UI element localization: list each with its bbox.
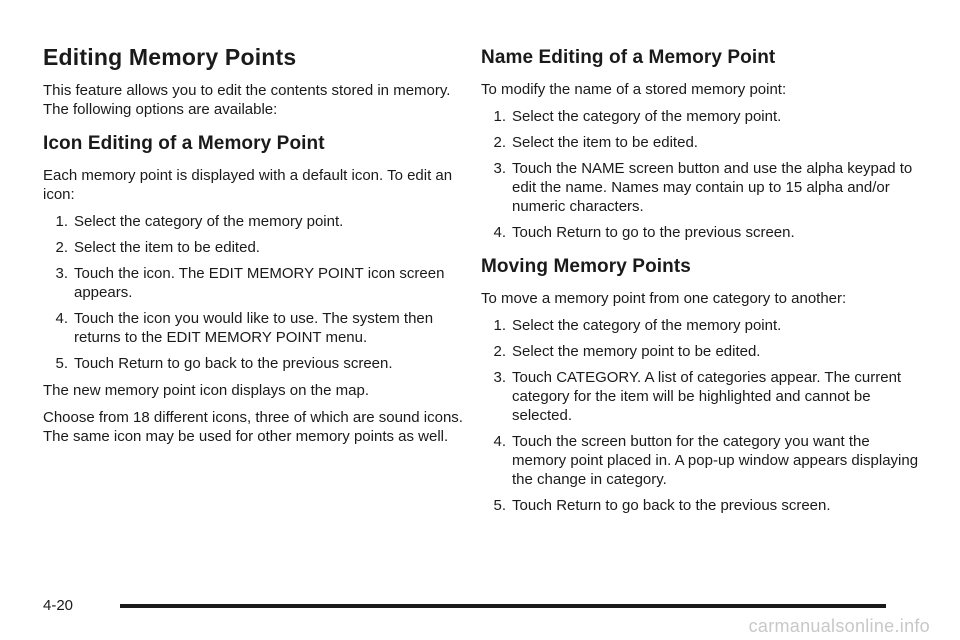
list-item (481, 133, 921, 152)
page-title: Editing Memory Points (43, 44, 297, 70)
step-text: Touch Return to go back to the previous screen. (74, 355, 393, 372)
moving-points-steps (481, 316, 921, 515)
step-number: 2. (55, 239, 68, 256)
icon-note-map: The new memory point icon displays on the map. (43, 382, 369, 399)
list-item (43, 264, 463, 302)
name-editing-steps (481, 107, 921, 242)
list-item (481, 496, 921, 515)
step-number: 1. (493, 317, 506, 334)
step-number: 5. (493, 497, 506, 514)
step-text: Touch Return to go to the previous screen. (512, 224, 795, 241)
step-text: Select the item to be edited. (512, 134, 698, 151)
step-number: 2. (493, 343, 506, 360)
right-column (481, 40, 921, 523)
list-item (481, 368, 921, 425)
list-item (481, 342, 921, 361)
step-text: Touch the icon you would like to use. The system then returns to the EDIT MEMORY POINT menu. (74, 310, 434, 346)
icon-editing-steps (43, 212, 463, 373)
step-number: 4. (493, 224, 506, 241)
step-number: 3. (55, 265, 68, 282)
step-text: Select the item to be edited. (74, 239, 260, 256)
step-text: Select the category of the memory point. (512, 108, 782, 125)
list-item (43, 309, 463, 347)
watermark: carmanualsonline.info (748, 616, 930, 636)
icon-note-choices: Choose from 18 different icons, three of which are sound icons. The same icon may be used for other memory points as well. (43, 409, 463, 445)
step-text: Touch the screen button for the category you want the memory point placed in. A pop-up window appears displaying the change in category. (512, 433, 919, 488)
step-text: Touch the NAME screen button and use the alpha keypad to edit the name. Names may contain up to 15 alpha and/or numeric characters. (512, 160, 913, 215)
step-number: 3. (493, 160, 506, 177)
step-number: 2. (493, 134, 506, 151)
list-item (481, 159, 921, 216)
step-number: 3. (493, 369, 506, 386)
step-text: Touch Return to go back to the previous screen. (512, 497, 831, 514)
step-number: 5. (55, 355, 68, 372)
name-editing-heading: Name Editing of a Memory Point (481, 47, 776, 68)
step-number: 1. (493, 108, 506, 125)
icon-editing-heading: Icon Editing of a Memory Point (43, 133, 325, 154)
step-number: 4. (55, 310, 68, 327)
list-item (43, 212, 463, 231)
step-text: Select the category of the memory point. (512, 317, 782, 334)
list-item (43, 354, 463, 373)
page-number: 4-20 (43, 597, 74, 614)
step-text: Touch CATEGORY. A list of categories appear. The current category for the item will be highlighted and cannot be selected. (512, 369, 902, 424)
icon-editing-intro: Each memory point is displayed with a default icon. To edit an icon: (43, 167, 453, 203)
list-item (481, 223, 921, 242)
footer-divider (120, 604, 886, 608)
step-text: Select the memory point to be edited. (512, 343, 761, 360)
list-item (481, 432, 921, 489)
step-number: 4. (493, 433, 506, 450)
left-column (43, 40, 463, 454)
intro-paragraph: This feature allows you to edit the contents stored in memory. The following options are available: (43, 82, 451, 118)
step-number: 1. (55, 213, 68, 230)
step-text: Touch the icon. The EDIT MEMORY POINT icon screen appears. (74, 265, 445, 301)
name-editing-intro: To modify the name of a stored memory point: (481, 81, 787, 98)
list-item (481, 107, 921, 126)
list-item (43, 238, 463, 257)
moving-points-intro: To move a memory point from one category to another: (481, 290, 847, 307)
moving-points-heading: Moving Memory Points (481, 256, 691, 277)
list-item (481, 316, 921, 335)
step-text: Select the category of the memory point. (74, 213, 344, 230)
